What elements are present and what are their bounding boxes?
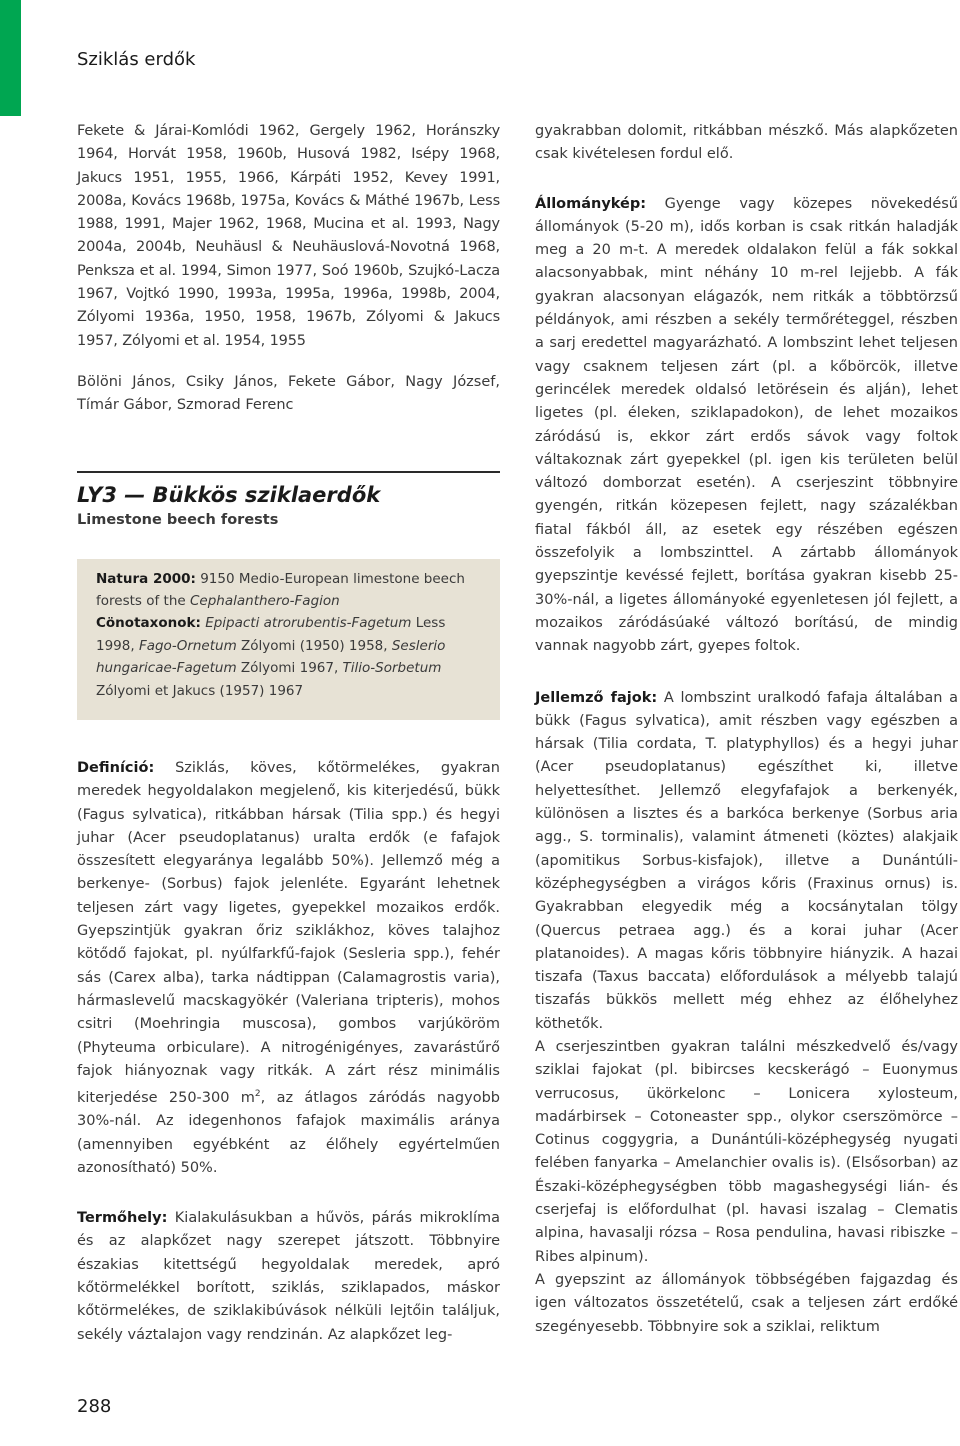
definition-sup: 2 bbox=[254, 1089, 261, 1100]
page-number: 288 bbox=[77, 1396, 112, 1417]
habitat-code-title: LY3 — Bükkös sziklaerdők bbox=[77, 482, 381, 507]
continuation-text: gyakrabban dolomit, ritkábban mészkő. Más alapkőzeten csak kivételesen fordul elő. bbox=[535, 123, 958, 163]
cenotaxon-1: Epipacti atrorubentis-Fagetum bbox=[205, 615, 412, 632]
habitat-site-paragraph bbox=[77, 1207, 500, 1347]
habitat-english-subtitle: Limestone beech forests bbox=[77, 511, 279, 528]
natura-text: 9150 Medio-European limestone beech forests of the bbox=[96, 570, 465, 609]
stand-structure-paragraph bbox=[535, 193, 958, 659]
cenotaxa-label: Cönotaxonok: bbox=[96, 615, 201, 632]
characteristic-species-label: Jellemző fajok: bbox=[535, 689, 658, 706]
shrub-layer-paragraph: A cserjeszintben gyakran találni mészkedvelő és/vagy sziklai fajokat (pl. bibircses kecskerágó – Euonymus verrucosus, ükörkelonc – Lonicera xylosteum, madárbirsek – Cotoneaster spp., olykor cserszömörce – Cotinus coggygria, a Dunántúli-középhegység nyugati felében fanyarka – Amelanchier ovalis is). (Elsősorban) az Északi-középhegységben több magashegységi lián- és cserjefaj is előfordulhat (pl. havasi iszalag – Clematis alpina, havasalji rózsa – Rosa pendulina, havasi ribiszke – Ribes alpinum). bbox=[535, 1038, 958, 1265]
stand-structure-text: Gyenge vagy közepes növekedésű állományok (5-20 m), idős korban is csak ritkán haladják meg a 20 m-t. A meredek oldalakon felül a fák sokkal alacsonyabbak, mint néhány 10 m-rel lejjebb. A fák gyakran alacsonyan elágazók, nem ritkák a többtörzsű példányok, ami részben a sekély termőréteggel, részben a sarj eredettel magyarázható. A lombszint lehet teljesen vagy csaknem teljesen zárt (pl. a kőbörcök, illetve gerincélek meredek oldalsó letörésein és alján), lehet ligetes (pl. éleken, sziklapadokon), de lehet mozaikos záródású is, ekkor zárt erdős sávok vagy foltok váltakoznak zárt gyepekkel (pl. igen kis területen belül változó domborzat esetén). A cserjeszint többnyire gyengén, ritkán közepesen fejlett, nagy százalékban fiatal fákból áll, az esetek egy részében egészen összefolyik a lombszinttel. A zártabb állományok gyepszintje kevéssé fejlett, borítása gyakran kisebb 25-30%-nál, a ligetes állományoké egyenletesen jól fejlett, a mozaikos záródásúaké változó borítású, de mindig vannak nagyobb zárt, gyepes foltok. bbox=[535, 195, 958, 655]
natura-alliance: Cephalanthero-Fagion bbox=[189, 592, 340, 609]
definition-text-end: , az átlagos záródás nagyobb 30%-nál. Az idegenhonos fafajok maximális aránya (amennyiben egyébként az élőhely egyértelműen azonosítható) 50%. bbox=[77, 1089, 500, 1176]
section-rule bbox=[77, 471, 500, 473]
authors-text: Bölöni János, Csiky János, Fekete Gábor, Nagy József, Tímár Gábor, Szmorad Ferenc bbox=[77, 373, 500, 414]
running-title: Sziklás erdők bbox=[77, 49, 196, 70]
definition-paragraph bbox=[77, 757, 500, 1180]
natura-label: Natura 2000: bbox=[96, 570, 196, 587]
definition-text: Sziklás, köves, kőtörmelékes, gyakran meredek hegyoldalakon megjelenő, kis kiterjedésű, bükk (Fagus sylvatica), ritkábban hársak (Tilia spp.) és hegyi juhar (Acer pseudoplatanus) uralta erdők (e fafajok összesített elegyaránya legalább 50%). Jellemző még a berkenye- (Sorbus) fajok jelenléte. Egyaránt lehetnek teljesen zárt vagy ligetes, gyepekkel mozaikos erdők. Gyepszintjük gyakran őriz sziklákhoz, köves talajhoz kötődő fajokat, pl. nyúlfarkfű-fajok (Sesleria spp.), fehér sás (Carex alba), tarka nádtippan (Calamagrostis varia), hármaslevelű macskagyökér (Valeriana tripteris), mohos csitri (Moehringia muscosa), gombos varjúköröm (Phyteuma orbiculare). A nitrogénigényes, zavarástűrő fajok hiányoznak vagy ritkák. A zárt rész minimális kiterjedése 250-300 m bbox=[77, 760, 500, 1106]
cenotaxon-4-author: Zólyomi et Jakucs (1957) 1967 bbox=[96, 682, 304, 699]
habitat-site-label: Termőhely: bbox=[77, 1210, 168, 1227]
natura-paragraph bbox=[96, 568, 480, 702]
cenotaxon-4: Tilio-Sorbetum bbox=[342, 660, 442, 677]
herb-layer-paragraph: A gyepszint az állományok többségében fajgazdag és igen változatos összetételű, csak a teljesen zárt erdőké szegényesebb. Többnyire sok a sziklai, reliktum bbox=[535, 1271, 958, 1335]
cenotaxon-2-author: Zólyomi (1950) 1958, bbox=[236, 637, 392, 654]
characteristic-species-text: A lombszint uralkodó fafaja általában a bükk (Fagus sylvatica), amit részben vagy egészben a hársak (Tilia cordata, T. platyphyllos) és a hegyi juhar (Acer pseudoplatanus) egészíthet ki, illetve helyettesíthet. Jellemző elegyfafajok a berkenyék, különösen a lisztes és a barkóca berkenye (Sorbus aria agg., S. torminalis), valamint átmeneti (köztes) alakjaik (apomitikus Sorbus-kisfajok), illetve a Dunántúli-középhegységben a virágos kőris (Fraxinus ornus) is. Gyakrabban elegyedik még a kocsánytalan tölgy (Quercus petraea agg.) és a korai juhar (Acer platanoides). A magas kőris többnyire hiányzik. A hazai tiszafa (Taxus baccata) előfordulások a mélyebb talajú tiszafás bükkös mellett még ehhez az élőhelyhez köthetők. bbox=[535, 689, 958, 1032]
stand-structure-label: Állománykép: bbox=[535, 195, 647, 212]
cenotaxon-1-author: Less 1998, bbox=[96, 615, 446, 654]
references-text: Fekete & Járai-Komlódi 1962, Gergely 1962, Horánszky 1964, Horvát 1958, 1960b, Husová 1982, Isépy 1968, Jakucs 1951, 1955, 1966, Kárpáti 1952, Kevey 1991, 2008a, Kovács 1968b, 1975a, Kovács & Máthé 1967b, Less 1988, 1991, Majer 1962, 1968, Mucina et al. 1993, Nagy 2004a, 2004b, Neuhäusl & Neuhäuslová-Novotná 1968, Penksza et al. 1994, Simon 1977, Soó 1960b, Szujkó-Lacza 1967, Vojtkó 1990, 1993a, 1995a, 1996a, 1998b, 2004, Zólyomi 1936a, 1950, 1958, 1967b, Zólyomi & Jakucs 1957, Zólyomi et al. 1954, 1955 bbox=[77, 123, 500, 349]
cenotaxon-3-author: Zólyomi 1967, bbox=[236, 660, 343, 677]
chapter-color-tab bbox=[0, 0, 21, 116]
right-column bbox=[535, 120, 958, 1339]
habitat-site-text: Kialakulásukban a hűvös, párás mikroklíma és az alapkőzet nagy szerepet játszott. Többnyire északias kitettségű hegyoldalak meredek, apró kőtörmelékkel borított, sziklás, sziklapados, máskor kőtörmelékes, de sziklakibúvások nélküli lejtőin találjuk, sekély váztalajon vagy rendzinán. Az alapkőzet leg- bbox=[77, 1210, 500, 1343]
definition-label: Definíció: bbox=[77, 760, 155, 776]
left-column bbox=[77, 120, 500, 1347]
cenotaxon-3: Seslerio hungaricae-Fagetum bbox=[96, 637, 446, 677]
natura-info-box bbox=[77, 559, 500, 720]
characteristic-species-paragraph bbox=[535, 687, 958, 1036]
cenotaxon-2: Fago-Ornetum bbox=[138, 637, 237, 654]
